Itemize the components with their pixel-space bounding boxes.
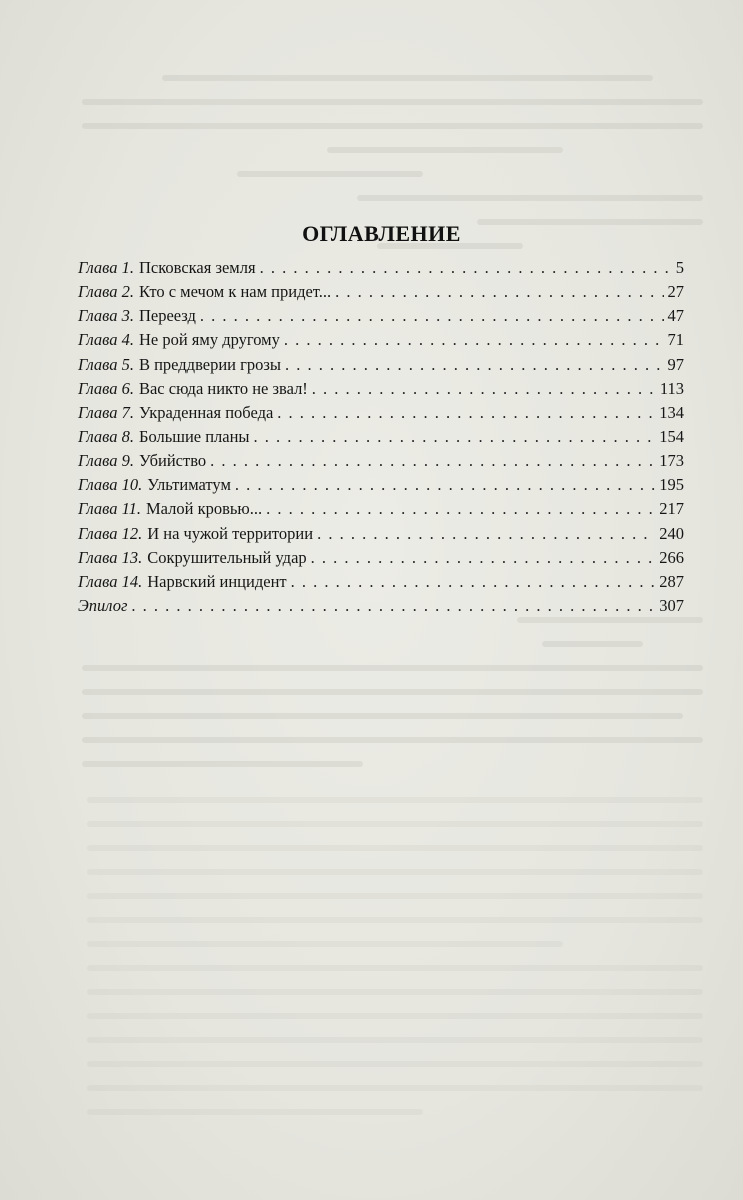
chapter-title: Не рой яму другому [138,330,280,350]
dot-leader [312,377,656,401]
page-number: 307 [659,595,684,615]
page-number: 71 [667,330,684,350]
page-number: 5 [675,258,684,277]
page-number: 47 [667,306,684,326]
chapter-title: Кто с мечом к нам придет... [138,282,332,302]
page-number: 217 [659,499,684,519]
toc-entry-chapter-11 [78,497,684,521]
toc-entry-chapter-5 [78,353,684,377]
dot-leader [200,304,664,328]
chapter-title: Сокрушительный удар [147,547,307,567]
chapter-label: Глава 10. [78,475,143,495]
page-number: 154 [659,426,684,446]
chapter-title: В преддверии грозы [138,354,281,374]
chapter-label: Эпилог [78,595,128,615]
toc-entry-epilogue [78,594,684,618]
chapter-label: Глава 13. [78,547,143,567]
toc-entry-chapter-10 [78,473,684,497]
toc-entry-chapter-2 [78,280,684,304]
dot-leader [311,546,656,570]
dot-leader [291,570,656,594]
chapter-title: И на чужой территории [147,523,314,543]
dot-leader [284,328,664,352]
dot-leader [235,473,655,497]
page-number: 195 [659,475,684,495]
dot-leader [254,425,656,449]
page-number: 287 [659,571,684,591]
chapter-label: Глава 8. [78,426,134,446]
chapter-label: Глава 11. [78,499,141,519]
dot-leader [210,449,655,473]
chapter-title: Малой кровью... [145,499,263,519]
toc-entry-chapter-13 [78,546,684,570]
chapter-label: Глава 7. [78,402,134,422]
chapter-label: Глава 1. [78,258,134,277]
toc-entry-chapter-6 [78,377,684,401]
chapter-title: Украденная победа [138,402,274,422]
chapter-label: Глава 14. [78,571,143,591]
chapter-title: Переезд [138,306,196,326]
toc-entry-chapter-8 [78,425,684,449]
toc-entry-chapter-14 [78,570,684,594]
chapter-label: Глава 3. [78,306,134,326]
dot-leader [285,353,664,377]
dot-leader [277,401,655,425]
page-number: 113 [659,378,684,398]
page-number: 240 [659,523,684,543]
chapter-title: Большие планы [138,426,250,446]
page-number: 134 [659,402,684,422]
toc-entry-chapter-1 [78,256,684,280]
page-number: 27 [667,282,684,302]
dot-leader [260,256,672,280]
chapter-label: Глава 4. [78,330,134,350]
toc-entry-chapter-7 [78,401,684,425]
chapter-title: Псковская земля [138,258,256,277]
page-title: ОГЛАВЛЕНИЕ [302,220,461,246]
page-number: 266 [659,547,684,567]
chapter-label: Глава 12. [78,523,143,543]
toc-entry-chapter-3 [78,304,684,328]
page-number: 97 [667,354,684,374]
table-of-contents [78,256,684,618]
chapter-label: Глава 9. [78,451,134,471]
chapter-title: Вас сюда никто не звал! [138,378,308,398]
chapter-label: Глава 2. [78,282,134,302]
toc-entry-chapter-9 [78,449,684,473]
dot-leader [131,594,655,618]
chapter-label: Глава 5. [78,354,134,374]
toc-entry-chapter-12 [78,522,684,546]
chapter-title: Убийство [138,451,207,471]
chapter-title: Ультиматум [147,475,231,495]
dot-leader [317,522,655,546]
dot-leader [266,497,655,521]
dot-leader [335,280,663,304]
toc-entry-chapter-4 [78,328,684,352]
page-number: 173 [659,451,684,471]
chapter-label: Глава 6. [78,378,134,398]
chapter-title: Нарвский инцидент [147,571,287,591]
